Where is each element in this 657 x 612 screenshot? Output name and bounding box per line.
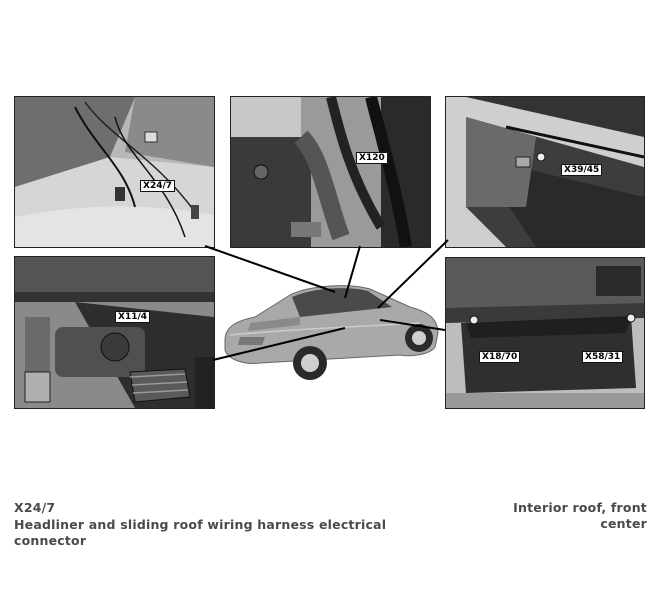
- callout-headliner: X24/7: [140, 180, 175, 192]
- callout-roof-left: X18/70: [479, 351, 520, 363]
- callout-roof-rear: X39/45: [561, 164, 602, 176]
- callout-pillar: X120: [356, 152, 388, 164]
- leader-footwell: [213, 328, 345, 360]
- leader-headliner: [205, 246, 335, 292]
- caption-description: Headliner and sliding roof wiring harness electrical connector: [14, 517, 387, 548]
- leader-pillar: [345, 246, 360, 298]
- leader-roof-rear: [378, 240, 448, 308]
- leader-roof-front: [380, 320, 445, 330]
- callout-roof-right: X58/31: [582, 351, 623, 363]
- caption-code: X24/7: [14, 500, 56, 515]
- caption-location: Interior roof, front center: [513, 500, 647, 531]
- callout-footwell: X11/4: [115, 311, 150, 323]
